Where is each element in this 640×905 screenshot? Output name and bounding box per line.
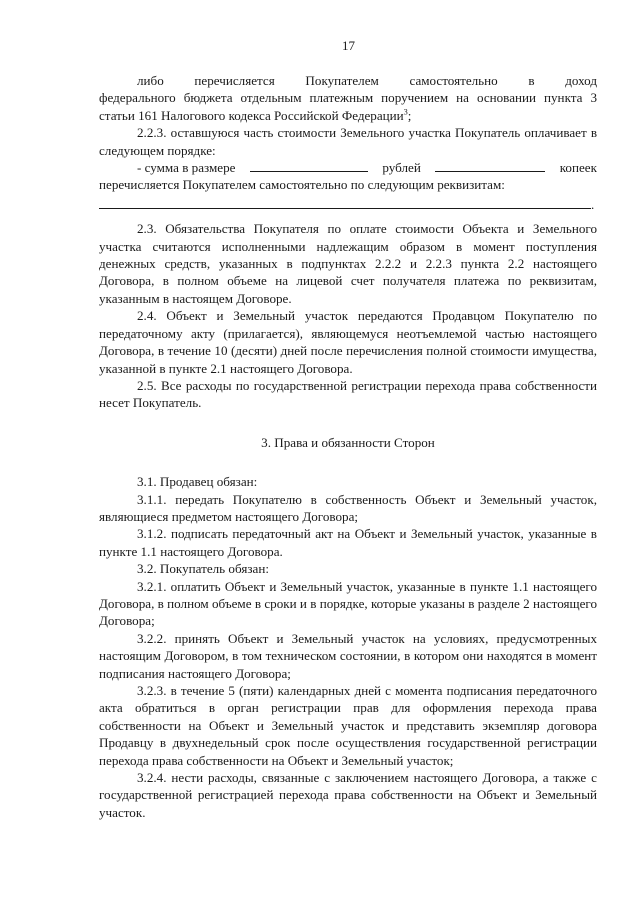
paragraph-text: федерального бюджета отдельным платежным поручением на основании пункта 3 статьи 161 Налогового кодекса Российской Федерации (99, 90, 597, 123)
requisites-intro: перечисляется Покупателем самостоятельно по следующим реквизитам: (99, 177, 505, 193)
paragraph-3-1: 3.1. Продавец обязан: (137, 474, 258, 490)
kopecks-blank-field (435, 159, 545, 172)
paragraph-3-2-4: 3.2.4. нести расходы, связанные с заключением настоящего Договора, а также с государственной регистрацией перехода права собственности на Объект и Земельный участок. (99, 770, 597, 820)
paragraph-2-4: 2.4. Объект и Земельный участок передаются Продавцом Покупателю по передаточному акту (прилагается), являющемуся неотъемлемой частью настоящего Договора, в течение 10 (десяти) дней после перечисления полной стоимости имущества, указанной в пункте 2.1 настоящего Договора. (99, 308, 597, 376)
page-number: 17 (342, 38, 355, 53)
requisites-end: . (591, 196, 595, 212)
paragraph-2-2-2-continuation-line1: либо перечисляется Покупателем самостоятельно в доход (137, 73, 597, 88)
paragraph-3-2-1: 3.2.1. оплатить Объект и Земельный участок, указанные в пункте 1.1 настоящего Договора, в полном объеме в сроки и в порядке, которые указаны в разделе 2 настоящего Договора; (99, 578, 597, 629)
paragraph-3-2-2: 3.2.2. принять Объект и Земельный участок на условиях, предусмотренных настоящим Договором, в том техническом состоянии, в котором они находятся в момент подписания настоящего Договора; (99, 630, 597, 681)
rubles-label: рублей (382, 160, 421, 176)
paragraph-3-1-2: 3.1.2. подписать передаточный акт на Объект и Земельный участок, указанные в пункте 1.1 настоящего Договора. (99, 526, 597, 559)
paragraph-3-2: 3.2. Покупатель обязан: (137, 561, 269, 577)
footnote-ref: 3 (403, 107, 408, 117)
section-3-heading: 3. Права и обязанности Сторон (261, 434, 435, 450)
requisites-blank-field (99, 194, 591, 209)
paragraph-3-1-1: 3.1.1. передать Покупателю в собственность Объект и Земельный участок, являющиеся предметом настоящего Договора; (99, 491, 597, 524)
paragraph-2-2-3: 2.2.3. оставшуюся часть стоимости Земельного участка Покупатель оплачивает в следующем порядке: (99, 125, 597, 158)
document-body (99, 72, 597, 821)
paragraph-end: ; (407, 107, 412, 123)
requisites-line (99, 194, 597, 213)
paragraph-2-3: 2.3. Обязательства Покупателя по оплате стоимости Объекта и Земельного участка считаются исполненными надлежащим образом в момент поступления денежных средств, указанных в подпунктах 2.2.2 и 2.2.3 пункта 2.2 настоящего Договора, в полном объеме на лицевой счет получателя платежа по реквизитам, указанным в настоящем Договоре. (99, 221, 597, 306)
amount-fill-line (99, 159, 597, 176)
paragraph-2-5: 2.5. Все расходы по государственной регистрации перехода права собственности несет Покупатель. (99, 377, 597, 411)
amount-label: - сумма в размере (137, 160, 236, 176)
kopecks-label: копеек (559, 160, 597, 176)
rubles-blank-field (250, 159, 368, 172)
paragraph-3-2-3: 3.2.3. в течение 5 (пяти) календарных дней с момента подписания передаточного акта обратиться в орган регистрации прав для оформления перехода права собственности на Объект и Земельный участок и представить экземпляр договора Продавцу в двухнедельный срок после осуществления государственной регистрации перехода права собственности на Объект и Земельный участок; (99, 683, 597, 768)
paragraph-2-2-2-continuation (99, 89, 597, 124)
